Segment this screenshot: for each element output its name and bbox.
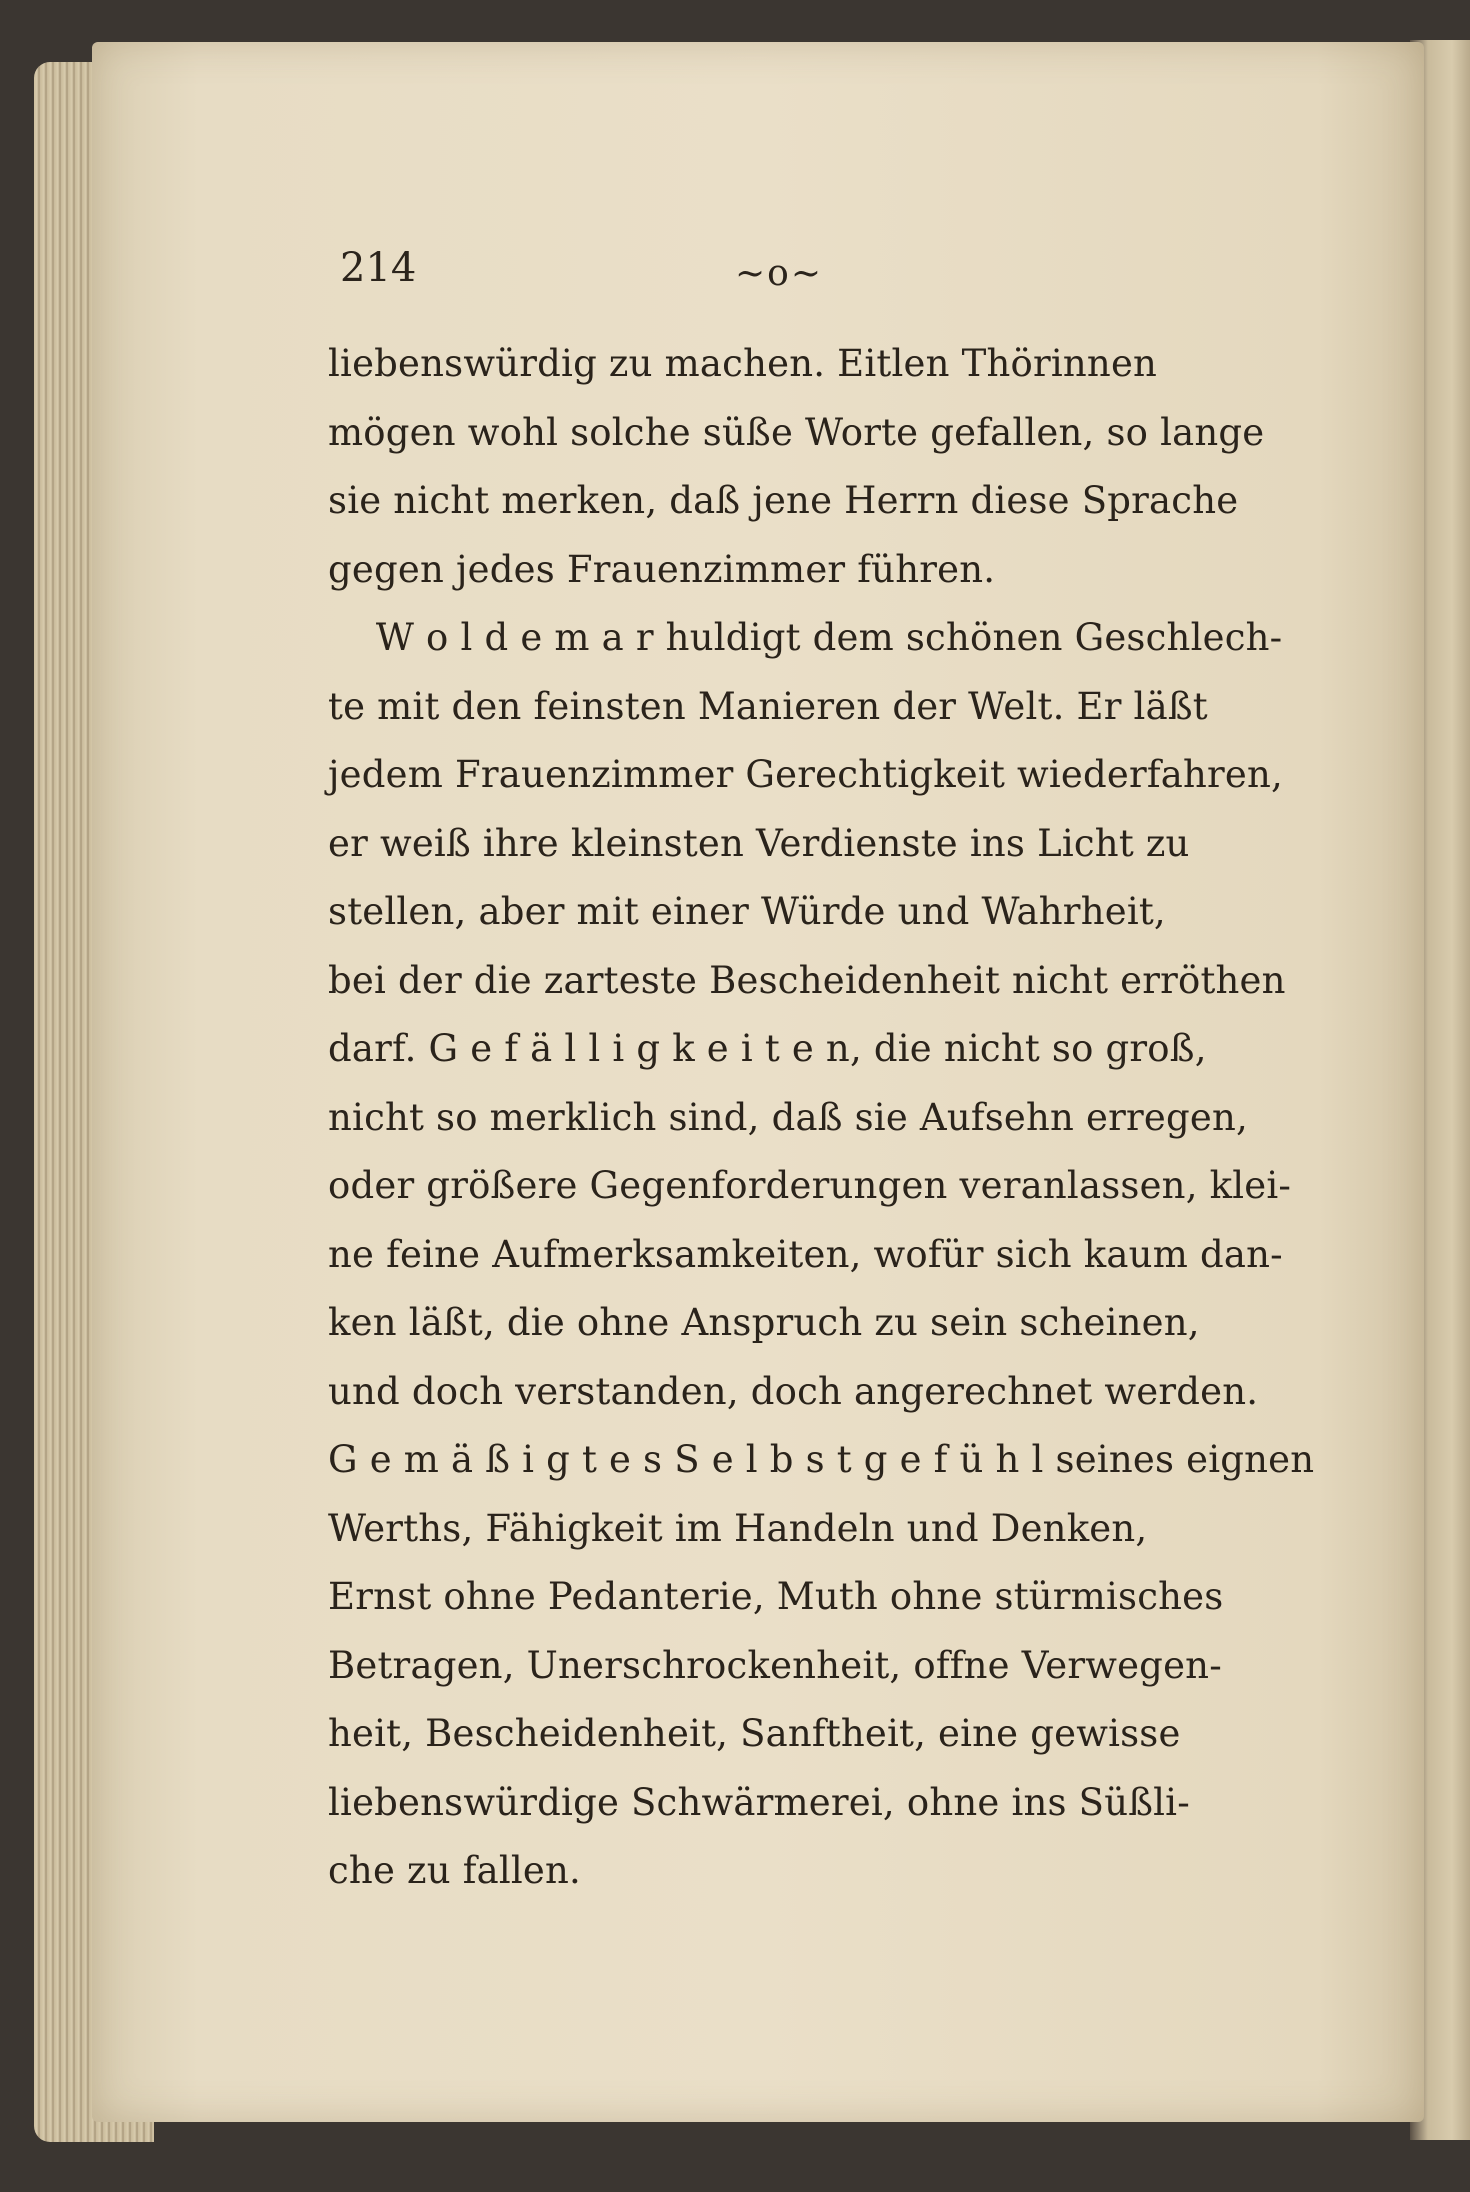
text-line: liebenswürdige Schwärmerei, ohne ins Süßli- <box>328 1780 1190 1824</box>
text-line: mögen wohl solche süße Worte gefallen, so lange <box>328 410 1265 454</box>
text-line: ken läßt, die ohne Anspruch zu sein scheinen, <box>328 1301 1200 1344</box>
page-header <box>340 245 1300 305</box>
text-line: nicht so merklich sind, daß sie Aufsehn erregen, <box>328 1095 1248 1139</box>
header-ornament: ~o~ <box>735 253 824 294</box>
text-line: Ernst ohne Pedanterie, Muth ohne stürmisches <box>328 1575 1224 1618</box>
text-line: und doch verstanden, doch angerechnet werden. <box>328 1369 1259 1413</box>
text-line: che zu fallen. <box>328 1849 582 1892</box>
text-line: G e m ä ß i g t e s S e l b s t g e f ü h l seines eignen <box>328 1438 1315 1481</box>
text-line: jedem Frauenzimmer Gerechtigkeit wiederfahren, <box>328 753 1283 796</box>
text-line: er weiß ihre kleinsten Verdienste ins Licht zu <box>328 821 1190 865</box>
body-text <box>328 330 1328 1906</box>
text-line: stellen, aber mit einer Würde und Wahrheit, <box>328 890 1166 933</box>
text-line: Betragen, Unerschrockenheit, offne Verwegen- <box>328 1643 1222 1687</box>
text-line: W o l d e m a r huldigt dem schönen Geschlech- <box>328 616 1283 659</box>
text-line: sie nicht merken, daß jene Herrn diese Sprache <box>328 479 1239 522</box>
text-line: Werths, Fähigkeit im Handeln und Denken, <box>328 1506 1148 1550</box>
text-line: liebenswürdig zu machen. Eitlen Thörinnen <box>328 342 1158 385</box>
page-number: 214 <box>340 245 417 291</box>
text-line: bei der die zarteste Bescheidenheit nicht erröthen <box>328 958 1286 1002</box>
text-line: ne feine Aufmerksamkeiten, wofür sich kaum dan- <box>328 1232 1283 1276</box>
text-line: oder größere Gegenforderungen veranlassen, klei- <box>328 1164 1292 1207</box>
text-line: heit, Bescheidenheit, Sanftheit, eine gewisse <box>328 1712 1181 1755</box>
text-line: te mit den feinsten Manieren der Welt. Er läßt <box>328 684 1208 728</box>
text-line: darf. G e f ä l l i g k e i t e n, die nicht so groß, <box>328 1027 1207 1070</box>
text-line: gegen jedes Frauenzimmer führen. <box>328 547 996 591</box>
